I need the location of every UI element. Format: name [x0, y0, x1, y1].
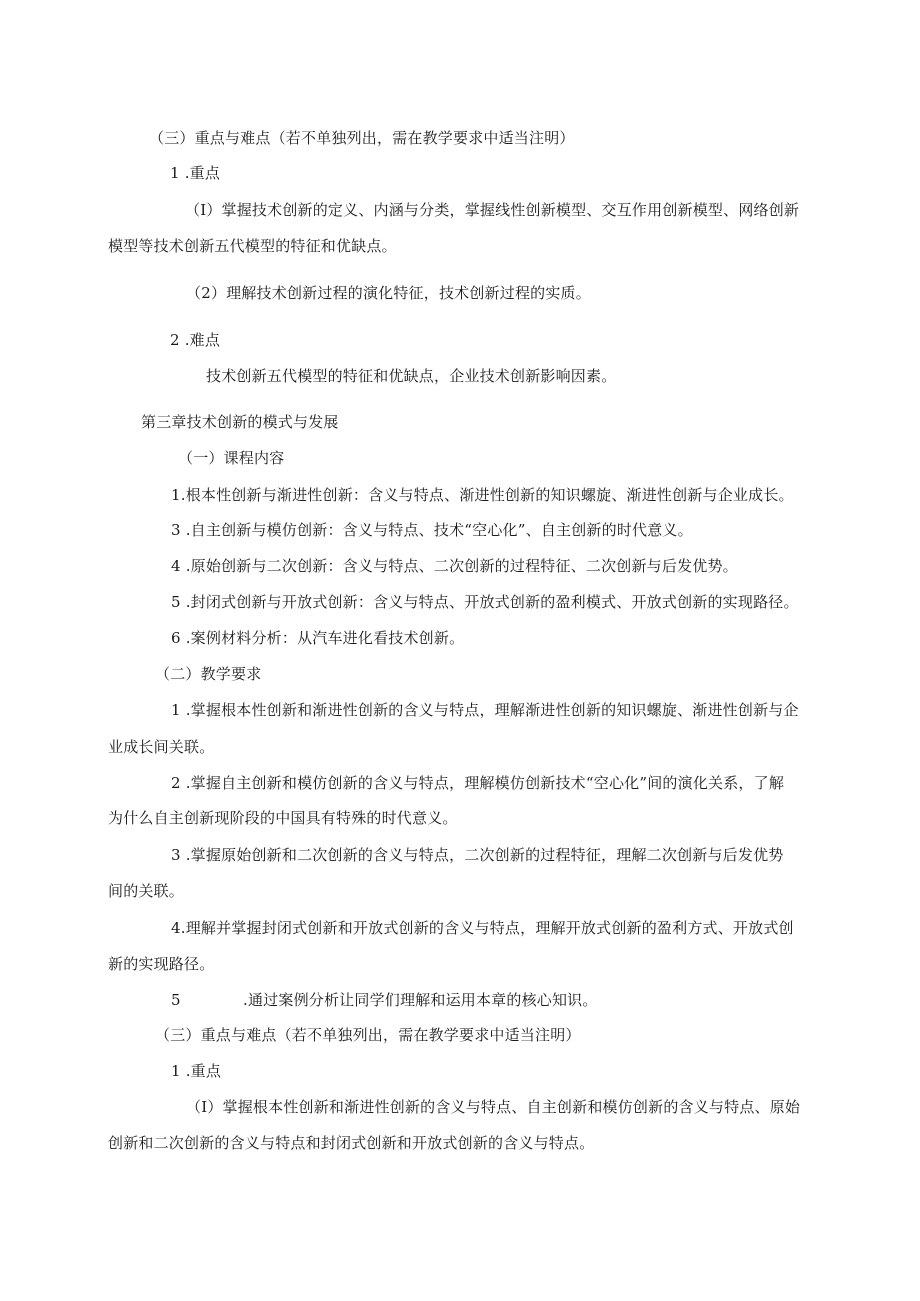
list-item: 4 .原始创新与二次创新：含义与特点、二次创新的过程特征、二次创新与后发优势。	[171, 557, 738, 575]
paragraph-line: 3 .掌握原始创新和二次创新的含义与特点，二次创新的过程特征，理解二次创新与后发优势	[171, 846, 784, 864]
paragraph-line: 2 .掌握自主创新和模仿创新的含义与特点，理解模仿创新技术“空心化”间的演化关系，了解	[171, 774, 785, 792]
paragraph-line: 为什么自主创新现阶段的中国具有特殊的时代意义。	[108, 809, 458, 827]
difficulty-label: 2 .难点	[170, 331, 221, 349]
key-points-label: 1 .重点	[170, 164, 221, 182]
paragraph-line: 技术创新五代模型的特征和优缺点，企业技术创新影响因素。	[206, 367, 617, 385]
section-heading-keypoints: （三）重点与难点（若不单独列出，需在教学要求中适当注明）	[149, 129, 575, 147]
paragraph-line: 1 .掌握根本性创新和渐进性创新的含义与特点，理解渐进性创新的知识螺旋、渐进性创新与企	[171, 701, 799, 719]
paragraph-line: 模型等技术创新五代模型的特征和优缺点。	[108, 237, 397, 255]
section-heading-keypoints: （三）重点与难点（若不单独列出，需在教学要求中适当注明）	[155, 1026, 581, 1044]
section-heading-content: （一）课程内容	[178, 449, 285, 467]
paragraph-line: （I）掌握根本性创新和渐进性创新的含义与特点、自主创新和模仿创新的含义与特点、原始	[186, 1098, 801, 1116]
list-number: 5	[171, 991, 181, 1009]
chapter-title: 第三章技术创新的模式与发展	[141, 413, 339, 431]
list-item: 6 .案例材料分析：从汽车进化看技术创新。	[171, 629, 465, 647]
list-item: 5 .封闭式创新与开放式创新：含义与特点、开放式创新的盈利模式、开放式创新的实现路径。	[171, 593, 799, 611]
list-item: 1.根本性创新与渐进性创新：含义与特点、渐进性创新的知识螺旋、渐进性创新与企业成长。	[171, 486, 794, 504]
section-heading-requirements: （二）教学要求	[155, 665, 262, 683]
paragraph-line: （2）理解技术创新过程的演化特征，技术创新过程的实质。	[186, 284, 591, 302]
paragraph-line: .通过案例分析让同学们理解和运用本章的核心知识。	[243, 991, 598, 1009]
paragraph-line: 新的实现路径。	[108, 955, 215, 973]
paragraph-line: 4.理解并掌握封闭式创新和开放式创新的含义与特点，理解开放式创新的盈利方式、开放式创	[171, 919, 794, 937]
key-points-label: 1 .重点	[171, 1062, 222, 1080]
list-item: 3 .自主创新与模仿创新：含义与特点、技术“空心化”、自主创新的时代意义。	[171, 521, 693, 539]
paragraph-line: （I）掌握技术创新的定义、内涵与分类，掌握线性创新模型、交互作用创新模型、网络创新	[185, 201, 800, 219]
paragraph-line: 业成长间关联。	[108, 738, 215, 756]
paragraph-line: 创新和二次创新的含义与特点和封闭式创新和开放式创新的含义与特点。	[108, 1134, 595, 1152]
paragraph-line: 间的关联。	[108, 882, 185, 900]
